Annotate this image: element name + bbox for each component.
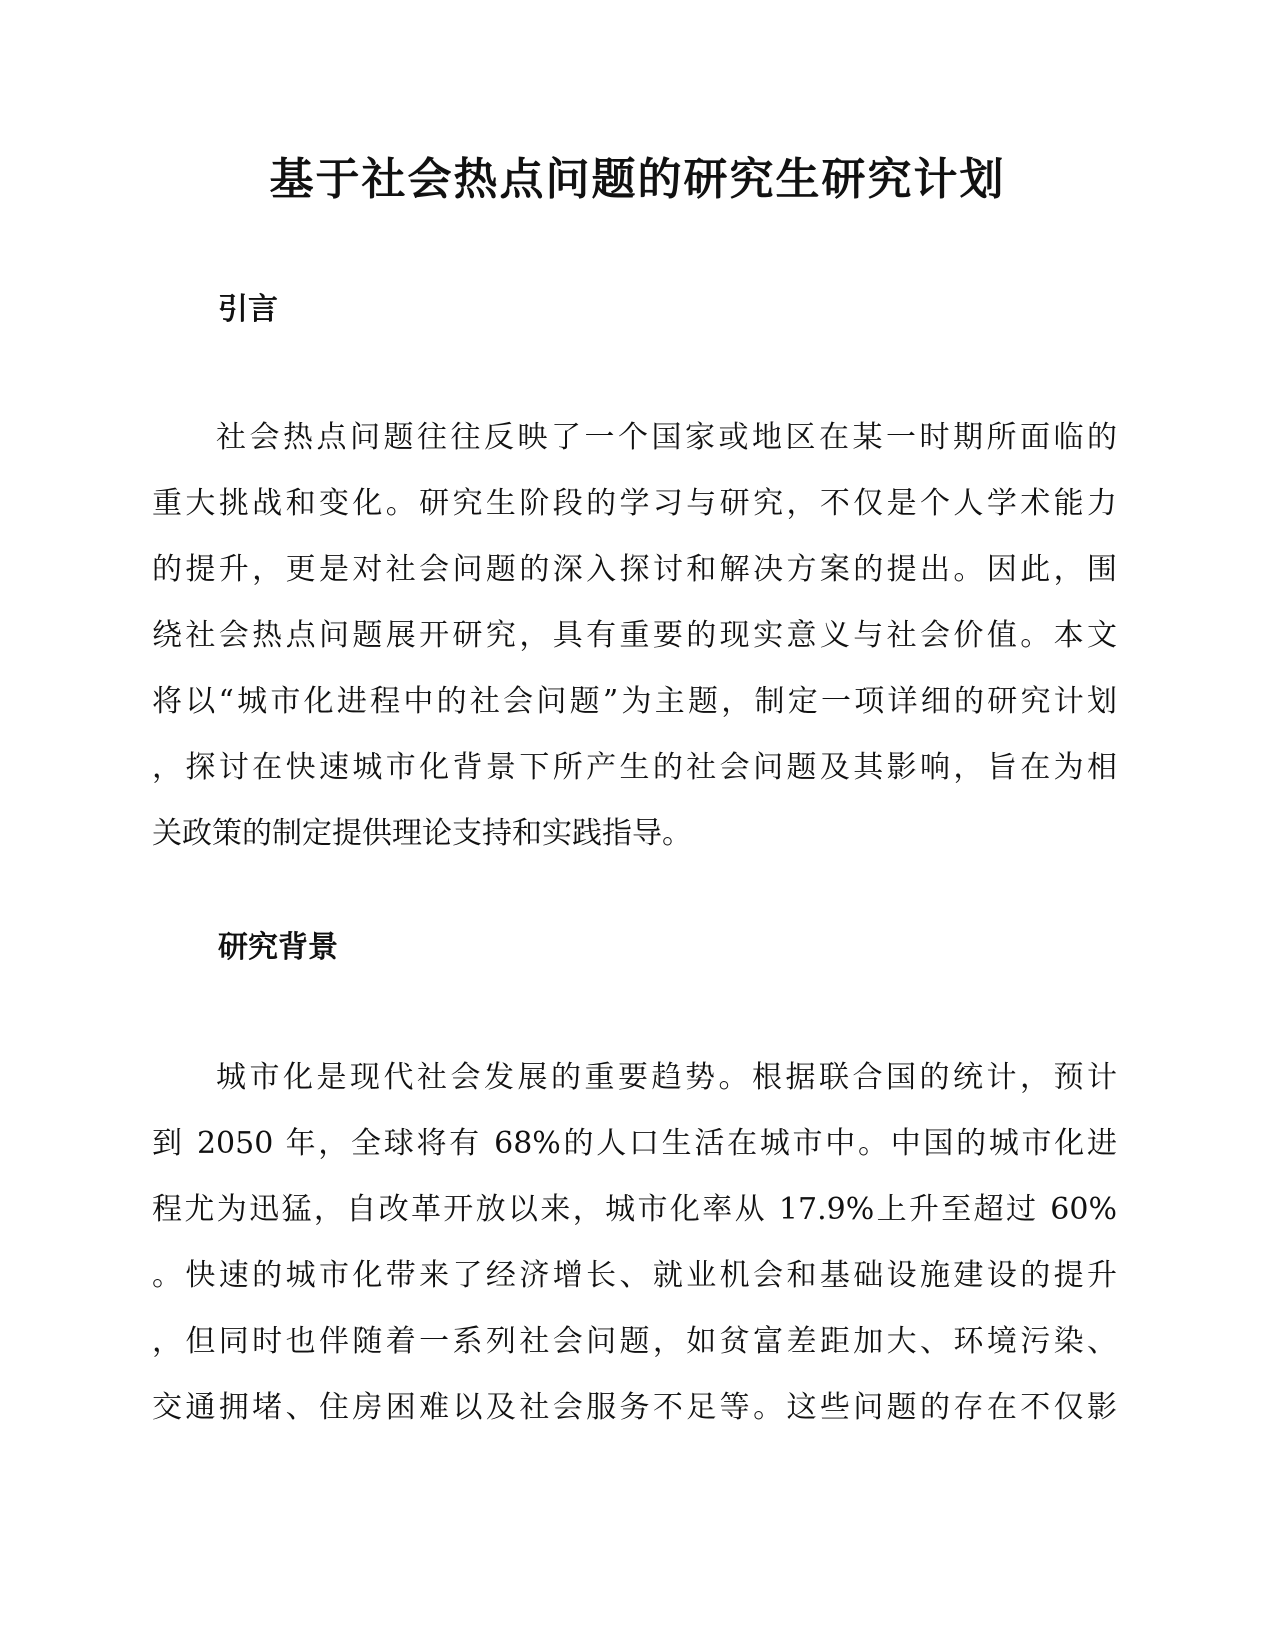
paragraph-line: 社会热点问题往往反映了一个国家或地区在某一时期所面临的 bbox=[216, 420, 1117, 455]
document-title: 基于社会热点问题的研究生研究计划 bbox=[269, 154, 1006, 205]
paragraph-line: 将以“城市化进程中的社会问题”为主题，制定一项详细的研究计划 bbox=[152, 684, 1117, 719]
paragraph-line: 关政策的制定提供理论支持和实践指导。 bbox=[152, 816, 692, 851]
paragraph-line: 程尤为迅猛，自改革开放以来，城市化率从 17.9%上升至超过 60% bbox=[152, 1192, 1117, 1227]
section-heading-background: 研究背景 bbox=[218, 930, 338, 965]
paragraph-line: ，探讨在快速城市化背景下所产生的社会问题及其影响，旨在为相 bbox=[152, 750, 1117, 785]
paragraph-line: 到 2050 年，全球将有 68%的人口生活在城市中。中国的城市化进 bbox=[152, 1126, 1117, 1161]
paragraph-line: 的提升，更是对社会问题的深入探讨和解决方案的提出。因此，围 bbox=[152, 552, 1117, 587]
paragraph-line: ，但同时也伴随着一系列社会问题，如贫富差距加大、环境污染、 bbox=[152, 1324, 1117, 1359]
introduction-paragraph bbox=[152, 405, 1117, 867]
paragraph-line: 交通拥堵、住房困难以及社会服务不足等。这些问题的存在不仅影 bbox=[152, 1390, 1117, 1425]
paragraph-line: 重大挑战和变化。研究生阶段的学习与研究，不仅是个人学术能力 bbox=[152, 486, 1117, 521]
section-heading-introduction: 引言 bbox=[218, 292, 278, 327]
paragraph-line: 。快速的城市化带来了经济增长、就业机会和基础设施建设的提升 bbox=[152, 1258, 1117, 1293]
paragraph-line: 城市化是现代社会发展的重要趋势。根据联合国的统计，预计 bbox=[216, 1060, 1117, 1095]
paragraph-line: 绕社会热点问题展开研究，具有重要的现实意义与社会价值。本文 bbox=[152, 618, 1117, 653]
background-paragraph bbox=[152, 1045, 1117, 1441]
